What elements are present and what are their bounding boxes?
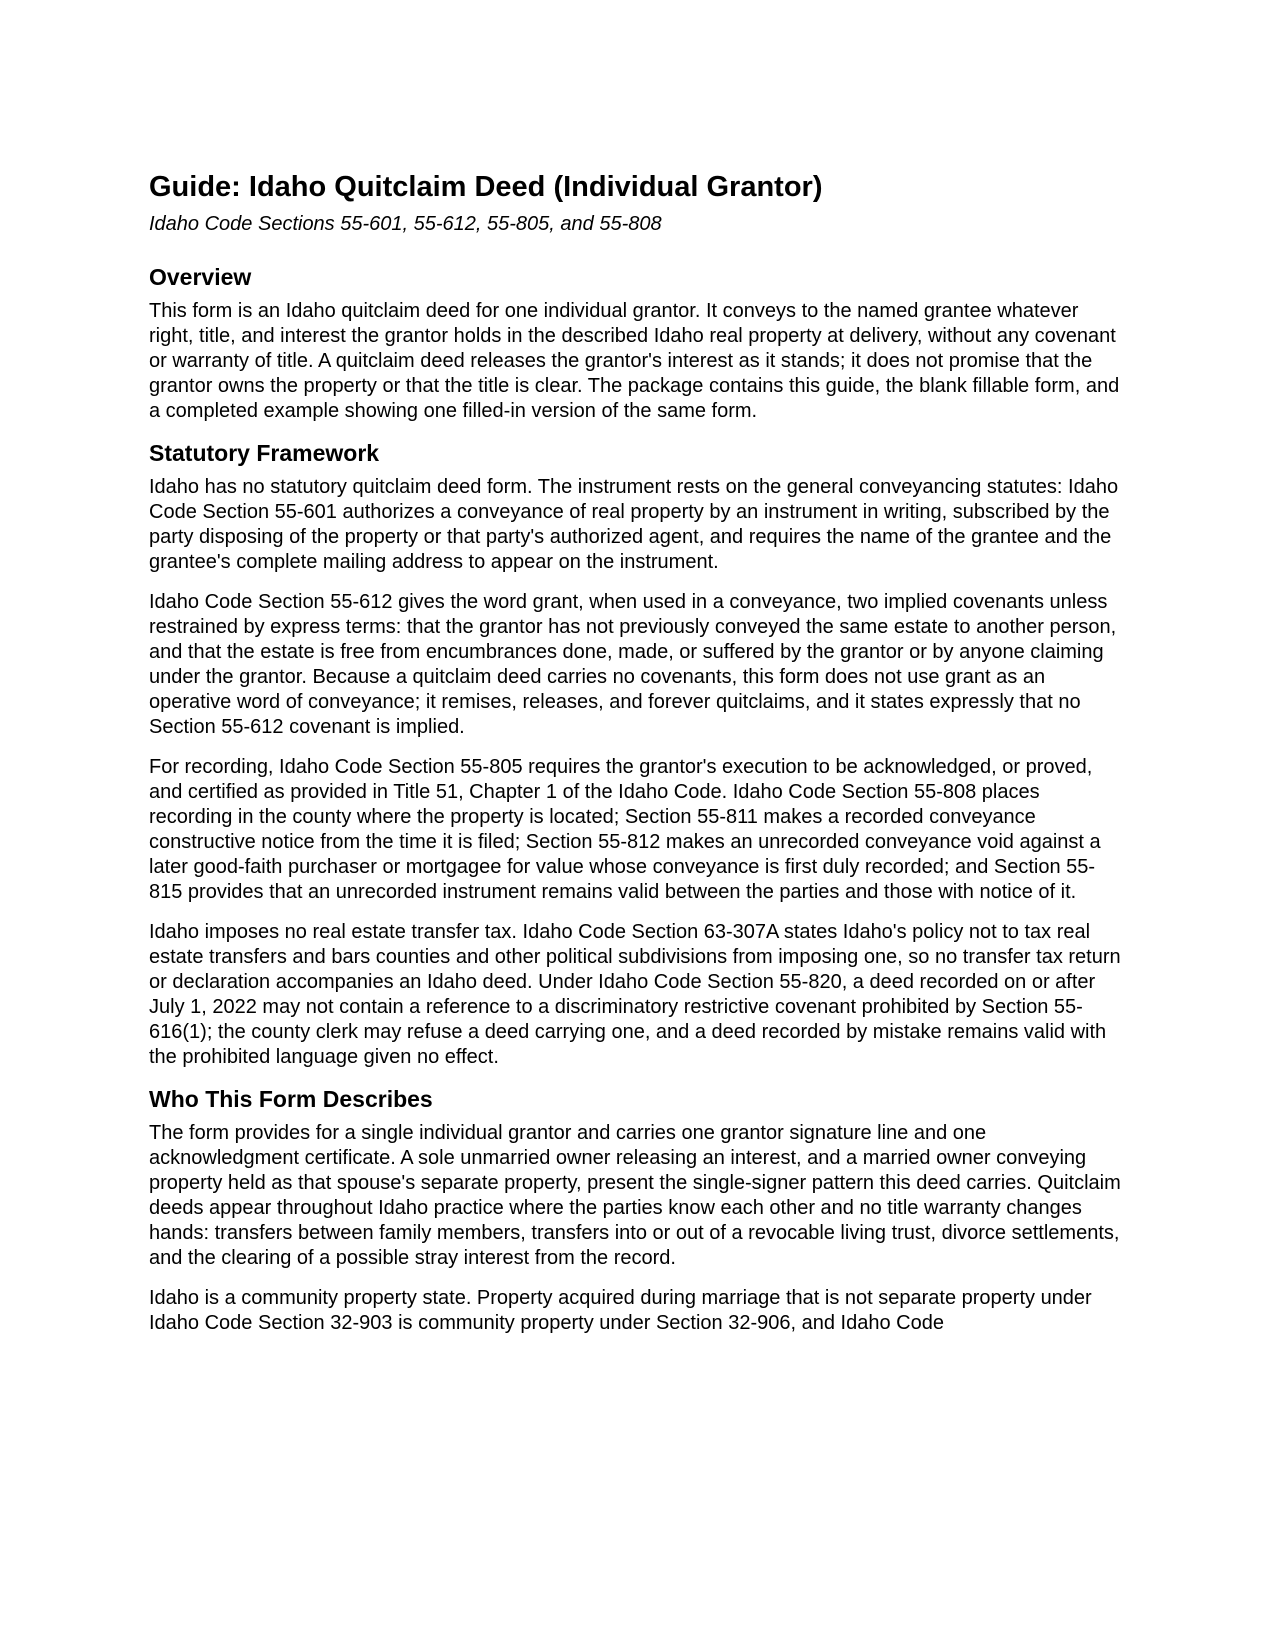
document-title: Guide: Idaho Quitclaim Deed (Individual Grantor) — [149, 171, 823, 203]
paragraph: Idaho imposes no real estate transfer tax. Idaho Code Section 63-307A states Idaho's policy not to tax real estate transfers and bars counties and other political subdivisions from imposing one, so no transfer tax return or declaration accompanies an Idaho deed. Under Idaho Code Section 55-820, a deed recorded on or after July 1, 2022 may not contain a reference to a discriminatory restrictive covenant prohibited by Section 55-616(1); the county clerk may refuse a deed carrying one, and a deed recorded by mistake remains valid with the prohibited language given no effect. — [149, 921, 1121, 1068]
paragraph: For recording, Idaho Code Section 55-805 requires the grantor's execution to be acknowledged, or proved, and certified as provided in Title 51, Chapter 1 of the Idaho Code. Idaho Code Section 55-808 places recording in the county where the property is located; Section 55-811 makes a recorded conveyance constructive notice from the time it is filed; Section 55-812 makes an unrecorded conveyance void against a later good-faith purchaser or mortgagee for value whose conveyance is first duly recorded; and Section 55-815 provides that an unrecorded instrument remains valid between the parties and those with notice of it. — [149, 756, 1101, 903]
paragraph: Idaho is a community property state. Property acquired during marriage that is not separate property under Idaho Code Section 32-903 is community property under Section 32-906, and Idaho Code — [149, 1287, 1092, 1334]
section-overview — [149, 263, 1127, 424]
paragraph: Idaho Code Section 55-612 gives the word grant, when used in a conveyance, two implied covenants unless restrained by express terms: that the grantor has not previously conveyed the same estate to another person, and that the estate is free from encumbrances done, made, or suffered by the grantor or by anyone claiming under the grantor. Because a quitclaim deed carries no covenants, this form does not use grant as an operative word of conveyance; it remises, releases, and forever quitclaims, and it states expressly that no Section 55-612 covenant is implied. — [149, 591, 1117, 738]
section-who-this-form-describes — [149, 1085, 1127, 1336]
section-heading: Who This Form Describes — [149, 1086, 433, 1112]
document-subtitle: Idaho Code Sections 55-601, 55-612, 55-805, and 55-808 — [149, 213, 662, 235]
document-page — [149, 168, 1127, 1351]
section-heading: Statutory Framework — [149, 440, 380, 466]
section-statutory-framework — [149, 439, 1127, 1070]
paragraph: Idaho has no statutory quitclaim deed form. The instrument rests on the general conveyancing statutes: Idaho Code Section 55-601 authorizes a conveyance of real property by an instrument in writing, subscribed by the party disposing of the property or that party's authorized agent, and requires the name of the grantee and the grantee's complete mailing address to appear on the instrument. — [149, 476, 1119, 573]
paragraph: The form provides for a single individual grantor and carries one grantor signature line and one acknowledgment certificate. A sole unmarried owner releasing an interest, and a married owner conveying property held as that spouse's separate property, present the single-signer pattern this deed carries. Quitclaim deeds appear throughout Idaho practice where the parties know each other and no title warranty changes hands: transfers between family members, transfers into or out of a revocable living trust, divorce settlements, and the clearing of a possible stray interest from the record. — [149, 1122, 1121, 1269]
section-heading: Overview — [149, 264, 252, 290]
paragraph: This form is an Idaho quitclaim deed for one individual grantor. It conveys to the named grantee whatever right, title, and interest the grantor holds in the described Idaho real property at delivery, without any covenant or warranty of title. A quitclaim deed releases the grantor's interest as it stands; it does not promise that the grantor owns the property or that the title is clear. The package contains this guide, the blank fillable form, and a completed example showing one filled-in version of the same form. — [149, 300, 1120, 422]
